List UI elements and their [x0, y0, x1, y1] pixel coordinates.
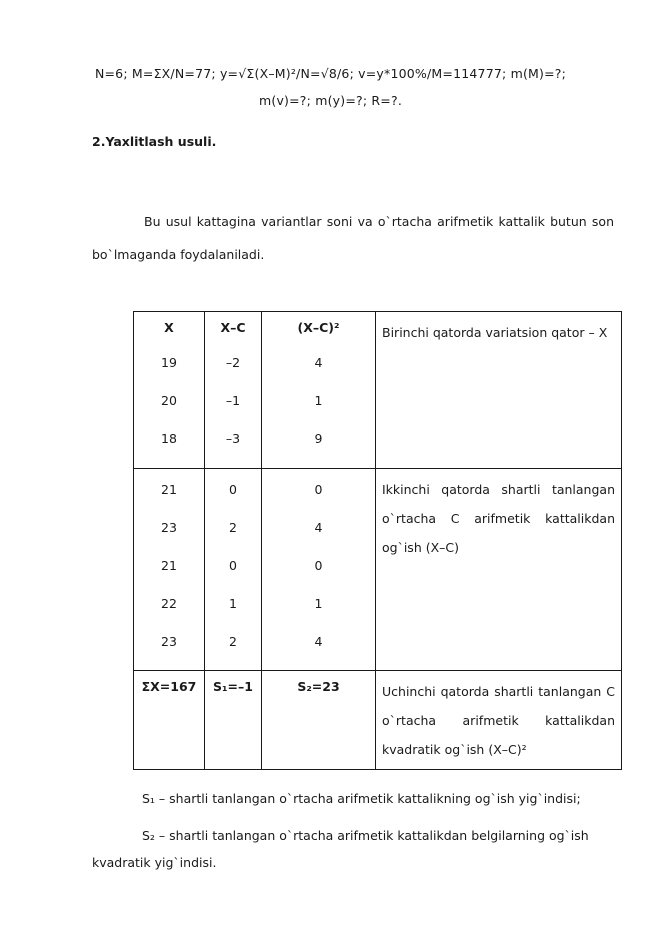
xc-value: –1	[225, 393, 241, 408]
x-value: 23	[161, 634, 177, 649]
x-value: 18	[161, 431, 177, 446]
x-column-cell	[134, 312, 205, 469]
xc-value: 2	[229, 520, 237, 535]
x-value: 21	[161, 558, 177, 573]
sq-value: 4	[314, 355, 323, 370]
xc-column-cell	[205, 469, 262, 671]
x-value: 22	[161, 596, 177, 611]
xc-value: 1	[229, 596, 237, 611]
header-xc: X–C	[220, 320, 246, 335]
x-value: 20	[161, 393, 177, 408]
intro-paragraph: Bu usul kattagina variantlar soni va o`rtacha arifmetik kattalik butun son bo`lmaganda foydalaniladi.	[92, 214, 614, 262]
row-description: Birinchi qatorda variatsion qator – X	[376, 312, 622, 469]
sq-column-cell	[262, 469, 376, 671]
row-description: Uchinchi qatorda shartli tanlangan C o`rtacha arifmetik kattalikdan kvadratik og`ish (X–C)²	[376, 671, 622, 770]
sq-value: 0	[314, 558, 323, 573]
xc-value: 0	[229, 482, 237, 497]
sq-column-cell	[262, 312, 376, 469]
xc-value: –2	[225, 355, 241, 370]
header-sq: (X–C)²	[297, 320, 340, 335]
formula-line-1: N=6; M=ΣX/N=77; y=√Σ(X–M)²/N=√8/6; v=y*100%/M=114777; m(M)=?;	[94, 66, 567, 81]
footnote-s1: S₁ – shartli tanlangan o`rtacha arifmetik kattalikning og`ish yig`indisi;	[142, 791, 581, 806]
table-row	[134, 671, 622, 770]
sq-value: 0	[314, 482, 323, 497]
x-value: 21	[161, 482, 177, 497]
calculation-table	[133, 311, 622, 770]
sq-value: 9	[314, 431, 323, 446]
footnote-s2: S₂ – shartli tanlangan o`rtacha arifmetik kattalikdan belgilarning og`ish kvadratik yig`indisi.	[92, 828, 589, 870]
row-description: Ikkinchi qatorda shartli tanlangan o`rtacha C arifmetik kattalikdan og`ish (X–C)	[376, 469, 622, 671]
x-value: 19	[161, 355, 177, 370]
x-value: 23	[161, 520, 177, 535]
sum-x: ΣX=167	[134, 671, 205, 770]
xc-value: 0	[229, 558, 237, 573]
sum-s1: S₁=–1	[205, 671, 262, 770]
xc-column-cell	[205, 312, 262, 469]
header-x: X	[164, 320, 174, 335]
x-column-cell	[134, 469, 205, 671]
sq-value: 4	[314, 520, 323, 535]
sq-value: 1	[314, 596, 323, 611]
xc-value: –3	[225, 431, 241, 446]
sq-value: 1	[314, 393, 323, 408]
sq-value: 4	[314, 634, 323, 649]
table-row	[134, 469, 622, 671]
xc-value: 2	[229, 634, 237, 649]
sum-s2: S₂=23	[262, 671, 376, 770]
table-row	[134, 312, 622, 469]
formula-line-2: m(v)=?; m(y)=?; R=?.	[258, 93, 402, 108]
section-heading: 2.Yaxlitlash usuli.	[92, 134, 217, 149]
